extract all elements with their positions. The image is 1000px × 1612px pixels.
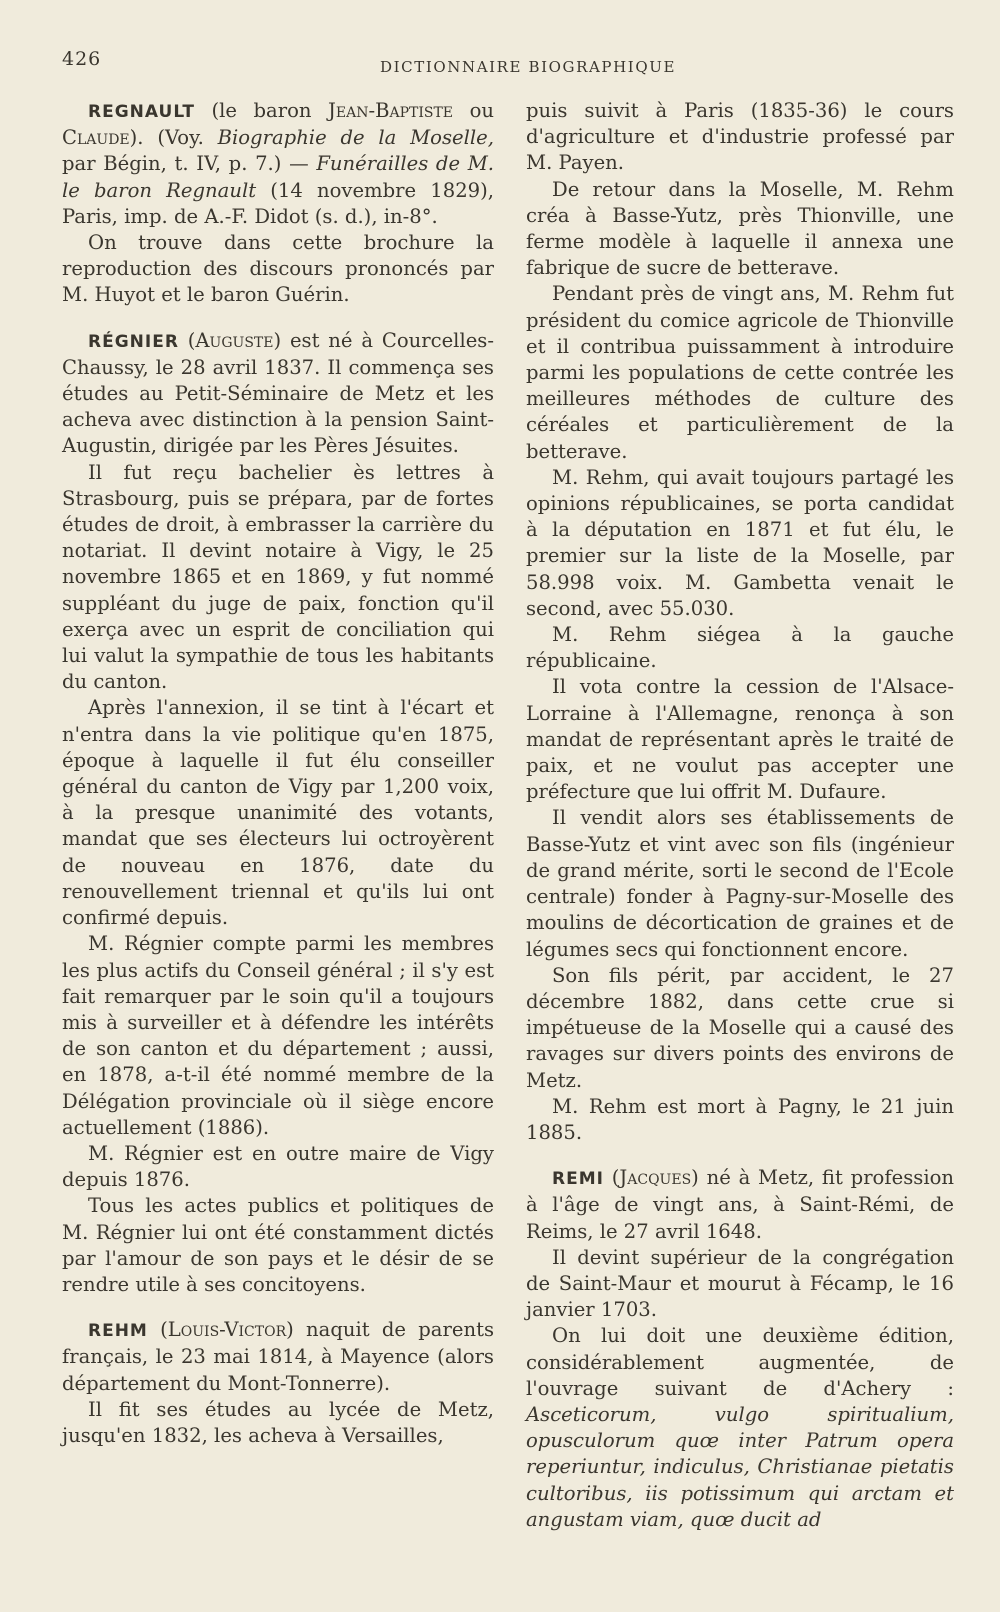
forename: Louis-Victor	[167, 1318, 287, 1342]
entry-text: (le baron	[194, 99, 329, 122]
forename: Auguste	[195, 328, 274, 352]
paragraph: M. Rehm est mort à Pagny, le 21 juin 1885.	[526, 1094, 954, 1144]
forename: Jean-Baptiste	[328, 99, 454, 122]
paragraph: Après l'annexion, il se tint à l'écart et n'entra dans la vie politique qu'en 1875, époque à laquelle il fut élu conseiller général du canton de Vigy par 1,200 voix, à la presque unanimité des votants, mandat que ses électeurs lui octroyèrent de nouveau en 1876, date du renouvellement triennal et qu'ils lui ont confirmé depuis.	[62, 696, 494, 930]
entry-text: ou	[453, 99, 494, 122]
paragraph: Il fit ses études au lycée de Metz, jusqu'en 1832, les acheva à Versailles,	[62, 1397, 494, 1447]
entry-text: (	[603, 1166, 620, 1190]
book-title: Asceticorum, vulgo spiritualium, opusculorum quœ inter Patrum opera reperiuntur, indiculus, Christianae pietatis cultoribus, iis potissimum qui arctam et angustam viam, quœ ducit ad	[526, 1402, 954, 1531]
paragraph: M. Régnier compte parmi les membres les plus actifs du Conseil général ; il s'y est fait remarquer par le soin qu'il a toujours mis à surveiller et à défendre les intérêts de son canton et du département ; aussi, en 1878, a-t-il été nommé membre de la Délégation provinciale où il siège encore actuellement (1886).	[62, 932, 494, 1139]
entry-remi	[526, 1165, 954, 1245]
entry-text: (	[178, 328, 196, 352]
paragraph: Son fils périt, par accident, le 27 décembre 1882, dans cette crue si impétueuse de la Moselle qui a causé des ravages sur divers points des environs de Metz.	[526, 963, 954, 1092]
entry-rehm	[62, 1317, 494, 1397]
entry-text: ) né à Metz, fit profession à l'âge de vingt ans, à Saint-Rémi, de Reims, le 27 avril 1648.	[526, 1166, 954, 1243]
paragraph: M. Rehm siégea à la gauche républicaine.	[526, 623, 954, 673]
entry-text: (	[147, 1318, 168, 1342]
entry-text: ) naquit de parents français, le 23 mai 1814, à Mayence (alors département du Mont-Tonnerre).	[62, 1318, 495, 1395]
paragraph: M. Régnier est en outre maire de Vigy depuis 1876.	[62, 1141, 494, 1192]
paragraph: Il fut reçu bachelier ès lettres à Strasbourg, puis se prépara, par de fortes études de droit, à embrasser la carrière du notariat. Il devint notaire à Vigy, le 25 novembre 1865 et en 1869, y fut nommé suppléant du juge de paix, fonction qu'il exerça avec un esprit de conciliation qui lui valut la sympathie de tous les habitants du canton.	[62, 460, 494, 694]
paragraph: Il devint supérieur de la congrégation de Saint-Maur et mourut à Fécamp, le 16 janvier 1703.	[526, 1245, 954, 1322]
headword: REGNAULT	[88, 102, 195, 122]
entry-text: ). (Voy.	[129, 126, 218, 150]
paragraph: Tous les actes publics et politiques de M. Régnier lui ont été constamment dictés par l'amour de son pays et le désir de se rendre utile à ses concitoyens.	[62, 1194, 494, 1296]
entry-text: ) est né à Courcelles-Chaussy, le 28 avril 1837. Il commença ses études au Petit-Séminaire de Metz et les acheva avec distinction à la pension Saint-Augustin, dirigée par les Pères Jésuites.	[62, 328, 494, 458]
paragraph: puis suivit à Paris (1835-36) le cours d'agriculture et d'industrie professé par M. Payen.	[526, 99, 954, 175]
headword: REMI	[552, 1169, 604, 1190]
paragraph	[526, 1323, 954, 1533]
paragraph: Il vota contre la cession de l'Alsace-Lorraine à l'Allemagne, renonça à son mandat de représentant après le traité de paix, et ne voulut pas accepter une préfecture que lui offrit M. Dufaure.	[526, 675, 954, 804]
right-column	[526, 98, 954, 1533]
left-column	[62, 98, 494, 1449]
paragraph: Il vendit alors ses établissements de Basse-Yutz et vint avec son fils (ingénieur de grand mérite, sorti le second de l'Ecole centrale) fonder à Pagny-sur-Moselle des moulins de décortication de graines et de légumes secs qui fonctionnent encore.	[526, 806, 954, 961]
paragraph: Pendant près de vingt ans, M. Rehm fut président du comice agricole de Thionville et il contribua puissamment à introduire parmi les populations de cette contrée les meilleures méthodes de culture des céréales et particulièrement de la betterave.	[526, 282, 954, 463]
running-title: DICTIONNAIRE BIOGRAPHIQUE	[380, 58, 677, 76]
entry-regnier	[62, 328, 494, 460]
entry-text: (14 novembre 1829), Paris, imp. de A.-F. Didot (s. d.), in-8°.	[62, 178, 495, 228]
forename: Jacques	[619, 1166, 692, 1190]
headword: REHM	[88, 1321, 148, 1342]
entry-text: On lui doit une deuxième édition, considérablement augmentée, de l'ouvrage suivant de d'Achery :	[526, 1324, 954, 1400]
headword: RÉGNIER	[88, 331, 179, 352]
book-title: Biographie de la Moselle,	[217, 126, 494, 150]
forename: Claude	[62, 126, 130, 150]
book-title: Funérailles de M. le baron Regnault	[62, 152, 494, 202]
entry-text: par Bégin, t. IV, p. 7.) —	[62, 152, 317, 176]
paragraph: M. Rehm, qui avait toujours partagé les opinions républicaines, se porta candidat à la députation en 1871 et fut élu, le premier sur la liste de la Moselle, par 58.998 voix. M. Gambetta venait le second, avec 55.030.	[526, 465, 954, 620]
paragraph: De retour dans la Moselle, M. Rehm créa à Basse-Yutz, près Thionville, une ferme modèle à laquelle il annexa une fabrique de sucre de betterave.	[526, 177, 954, 280]
entry-regnault	[62, 98, 494, 230]
page-number: 426	[62, 48, 102, 70]
paragraph: On trouve dans cette brochure la reproduction des discours prononcés par M. Huyot et le baron Guérin.	[62, 231, 494, 307]
